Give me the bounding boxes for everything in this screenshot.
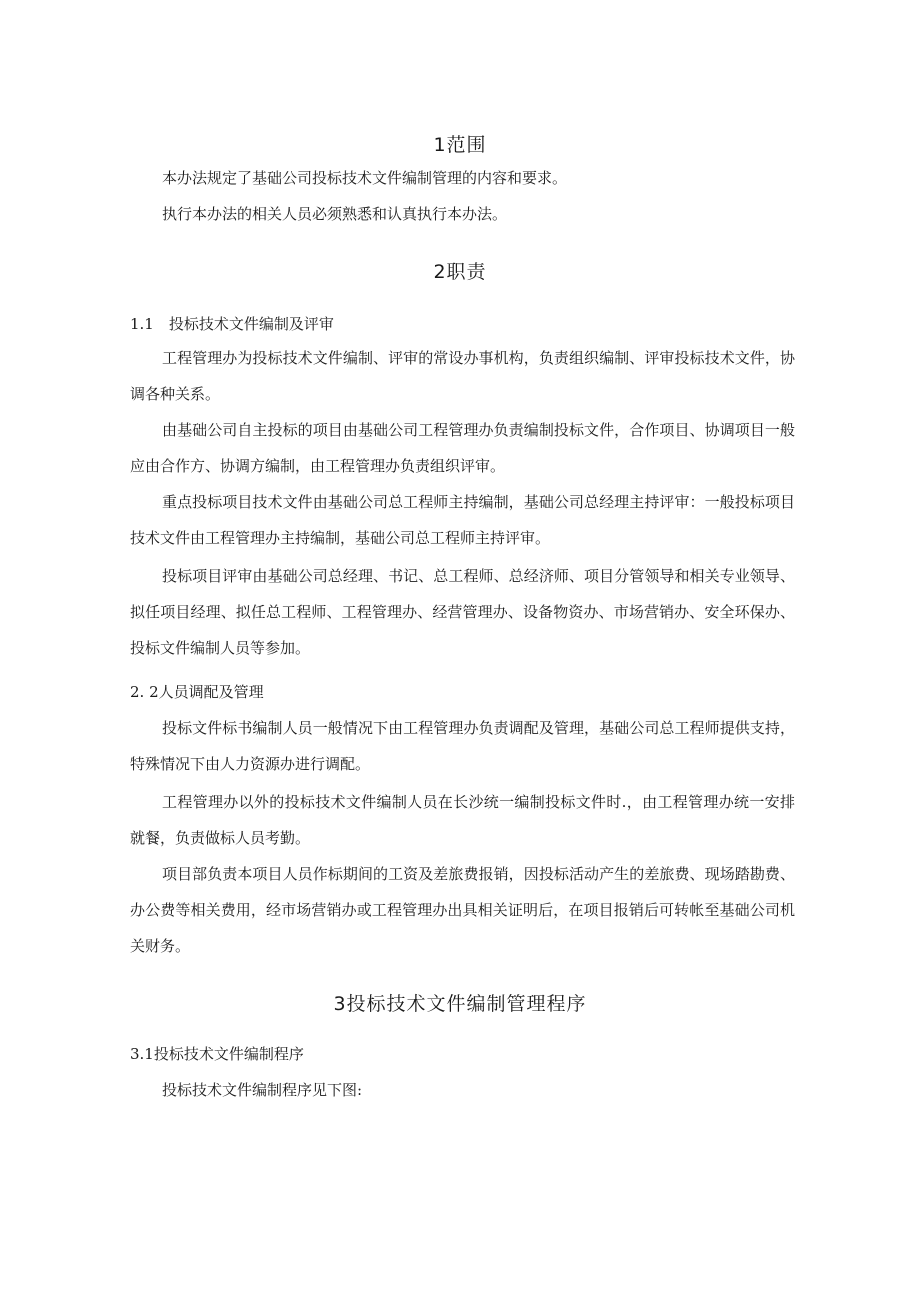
section-1-title: 1范围: [433, 134, 487, 156]
subsection-1-1-paragraph-4: 投标项目评审由基础公司总经理、书记、总工程师、总经济师、项目分管领导和相关专业领导、拟任项目经理、拟任总工程师、工程管理办、经营管理办、设备物资办、市场营销办、安全环保办、投标文件编制人员等参加。: [130, 567, 795, 657]
subsection-3-1-paragraph-1: 投标技术文件编制程序见下图:: [162, 1081, 363, 1099]
section-3-title: 3投标技术文件编制管理程序: [333, 993, 587, 1015]
section-2-title: 2职责: [433, 261, 487, 283]
subsection-2-2-paragraph-2: 工程管理办以外的投标技术文件编制人员在长沙统一编制投标文件时.，由工程管理办统一安排就餐，负责做标人员考勤。: [130, 793, 795, 847]
subsection-1-1-paragraph-3: 重点投标项目技术文件由基础公司总工程师主持编制，基础公司总经理主持评审：一般投标项目技术文件由工程管理办主持编制，基础公司总工程师主持评审。: [130, 493, 795, 547]
subsection-1-1-paragraph-2: 由基础公司自主投标的项目由基础公司工程管理办负责编制投标文件，合作项目、协调项目一般应由合作方、协调方编制，由工程管理办负责组织评审。: [130, 421, 795, 475]
subsection-2-2-paragraph-3: 项目部负责本项目人员作标期间的工资及差旅费报销，因投标活动产生的差旅费、现场踏勘费、办公费等相关费用，经市场营销办或工程管理办出具相关证明后，在项目报销后可转帐至基础公司机关财务。: [130, 865, 795, 955]
subsection-1-1-heading: 1.1 投标技术文件编制及评审: [130, 315, 334, 333]
subsection-3-1-heading: 3.1投标技术文件编制程序: [130, 1045, 304, 1063]
section-1-paragraph-1: 本办法规定了基础公司投标技术文件编制管理的内容和要求。: [162, 169, 568, 187]
subsection-2-2-paragraph-1: 投标文件标书编制人员一般情况下由工程管理办负责调配及管理，基础公司总工程师提供支持，特殊情况下由人力资源办进行调配。: [130, 719, 795, 773]
section-1-paragraph-2: 执行本办法的相关人员必须熟悉和认真执行本办法。: [162, 205, 508, 223]
subsection-1-1-paragraph-1: 工程管理办为投标技术文件编制、评审的常设办事机构，负责组织编制、评审投标技术文件，协调各种关系。: [130, 349, 795, 403]
subsection-2-2-heading: 2. 2人员调配及管理: [130, 683, 264, 701]
